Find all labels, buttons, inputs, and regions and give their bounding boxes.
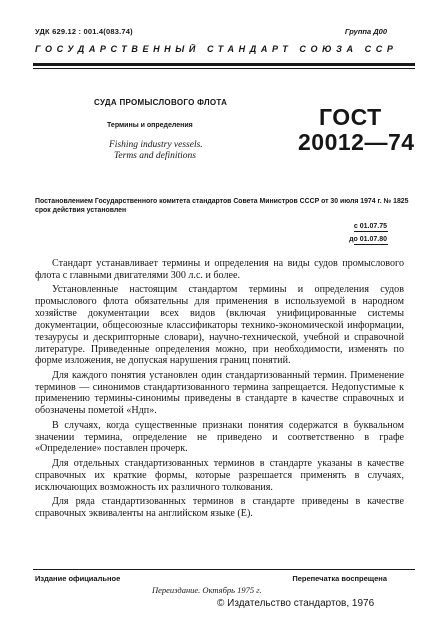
footer-rule [33, 569, 415, 570]
decree-statement: Постановлением Государственного комитета стандартов Совета Министров СССР от 30 июля 1974 г. № 1825 срок действия установлен [35, 198, 409, 215]
date-underline [354, 244, 388, 245]
body-paragraph: Для ряда стандартизованных терминов в стандарте приведены в качестве справочных эквиваленты на английском языке (Е). [35, 496, 404, 519]
gost-number: 20012—74 [298, 129, 415, 155]
gost-label: ГОСТ [319, 104, 382, 130]
header-rule-thick [33, 63, 415, 66]
udc-code: УДК 629.12 : 001.4(083.74) [35, 27, 133, 36]
body-paragraph: Для каждого понятия установлен один стандартизованный термин. Применение терминов — синонимов стандартизованного термина запрещается. Недопустимые к применению термины-синонимы приведены в стандарте в качестве справочных и обозначены пометой «Ндп». [35, 369, 404, 417]
state-standard-heading: ГОСУДАРСТВЕННЫЙ СТАНДАРТ СОЮЗА ССР [35, 44, 398, 54]
english-title-line1: Fishing industry vessels. [109, 140, 203, 150]
reprint-note: Переиздание. Октябрь 1975 г. [152, 585, 262, 595]
validity-date-to: до 01.07.80 [349, 236, 387, 243]
header-rule-thin [33, 68, 415, 69]
group-code: Группа Д00 [344, 27, 387, 36]
reprint-forbidden-label: Перепечатка воспрещена [292, 574, 387, 583]
body-paragraph: Для отдельных стандартизованных терминов в стандарте указаны в качестве справочных их краткие формы, которые разрешается применять в случаях, исключающих возможность их различного толкования. [35, 457, 404, 493]
date-underline [354, 231, 388, 232]
english-title-line2: Terms and definitions [114, 151, 196, 161]
document-subtitle: Термины и определения [107, 122, 193, 129]
body-paragraph: Стандарт устанавливает термины и определения на виды судов промыслового флота с главными двигателями 300 л.с. и более. [35, 258, 404, 281]
document-body [35, 258, 404, 522]
copyright-line: © Издательство стандартов, 1976 [217, 598, 375, 609]
body-paragraph: Установленные настоящим стандартом термины и определения судов промыслового флота обязательны для применения в используемой в народном хозяйстве документации всех видов (включая унифицированные системы документации, общесоюзные классификаторы технико-экономической информации, тезаурусы и дескрипторные словари), научно-технической, учебной и справочной литературе. Приведенные определения можно, при необходимости, изменять по форме изложения, не допуская нарушения границ понятий. [35, 284, 404, 367]
body-paragraph: В случаях, когда существенные признаки понятия содержатся в буквальном значении термина, определение не приведено и соответственно в графе «Определение» поставлен прочерк. [35, 419, 404, 455]
official-edition-label: Издание официальное [35, 574, 121, 583]
validity-date-from: с 01.07.75 [353, 223, 387, 230]
document-title: СУДА ПРОМЫСЛОВОГО ФЛОТА [94, 98, 228, 107]
